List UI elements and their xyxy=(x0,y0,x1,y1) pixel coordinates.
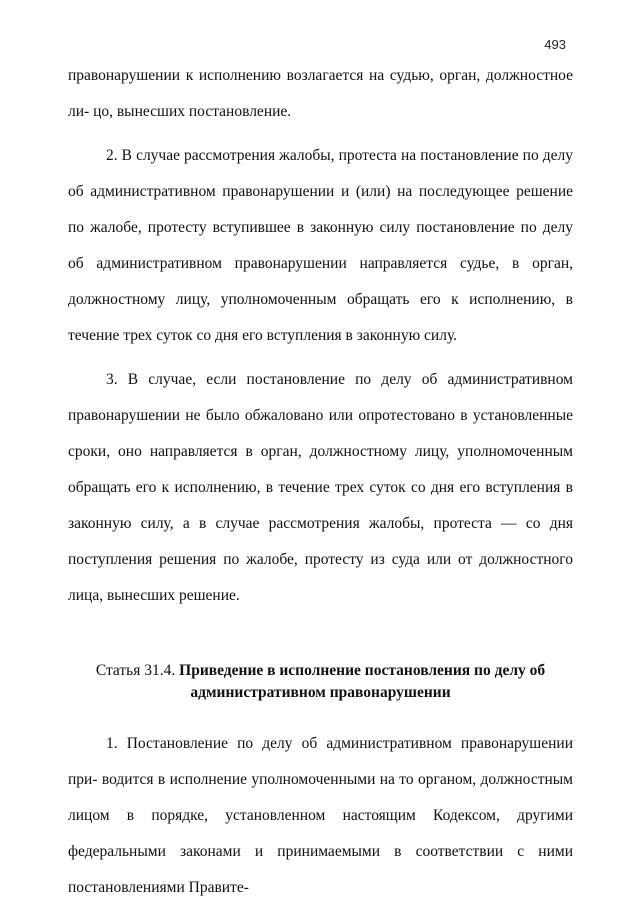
article-title: Приведение в исполнение постановления по делу об административном правонарушении xyxy=(179,662,546,701)
paragraph-2: 2. В случае рассмотрения жалобы, протеста на постановление по делу об административном правонарушении и (или) на последующее решение по жалобе, протесту вступившее в законную силу постановление по делу об административном правонарушении направляется судье, в орган, должностному лицу, уполномоченным обращать его к исполнению, в течение трех суток со дня его вступления в законную силу. xyxy=(68,147,573,344)
article-heading xyxy=(68,660,573,704)
paragraph-3: 3. В случае, если постановление по делу об административном правонарушении не было обжаловано или опротестовано в установленные сроки, оно направляется в орган, должностному лицу, уполномоченным обращать его к исполнению, в течение трех суток со дня его вступления в законную силу, а в случае рассмотрения жалобы, протеста — со дня поступления решения по жалобе, протесту из суда или от должностного лица, вынесших решение. xyxy=(68,371,573,604)
document-body xyxy=(68,58,573,906)
page-number: 493 xyxy=(544,37,566,52)
article-number: Статья 31.4. xyxy=(95,662,176,679)
article-paragraph-1: 1. Постановление по делу об административном правонарушении при- водится в исполнение уполномоченными на то органом, должностным лицом в порядке, установленном настоящим Кодексом, другими федеральными законами и принимаемыми в соответствии с ними постановлениями Правите- xyxy=(68,735,573,896)
paragraph-continuation: правонарушении к исполнению возлагается на судью, орган, должностное ли- цо, вынесших постановление. xyxy=(68,67,573,120)
